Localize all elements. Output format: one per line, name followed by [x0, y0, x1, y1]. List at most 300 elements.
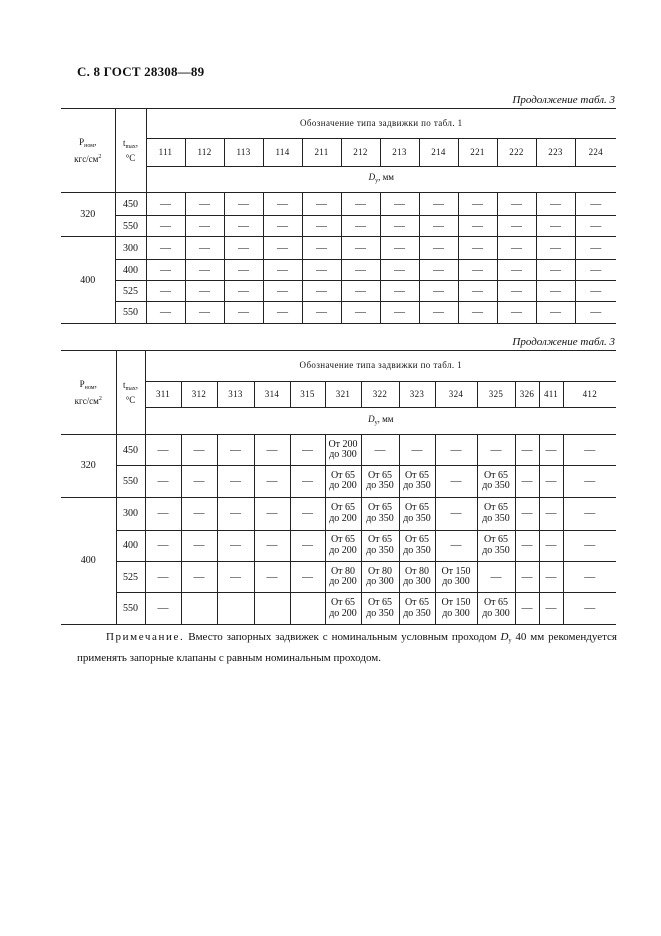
- table-cell: —: [497, 216, 536, 237]
- dash-mark: —: [157, 443, 169, 456]
- temperature-value: 550: [115, 216, 146, 237]
- table-cell: —: [302, 237, 341, 260]
- dash-mark: —: [302, 507, 313, 520]
- table2: [61, 350, 616, 625]
- table-cell: [563, 465, 616, 497]
- table2-temperature-header: $t_{max}$, °С: [116, 351, 145, 435]
- dash-mark: —: [545, 602, 557, 615]
- table-cell: —: [185, 281, 224, 302]
- table-cell: —: [185, 260, 224, 281]
- dn-range-line: до 300: [329, 449, 357, 461]
- dn-range-line: до 350: [366, 480, 394, 492]
- table-cell: —: [302, 216, 341, 237]
- dash-mark: —: [545, 507, 557, 520]
- table-row: [61, 497, 616, 530]
- table-cell: —: [146, 302, 185, 324]
- table-cell: —: [224, 193, 263, 216]
- note-paragraph: Примечание. Вместо запорных задвижек с номинальным условным проходом $D_у$ 40 мм рекомендуется применять запорные клапаны с равным номинальным проходом.: [77, 631, 617, 664]
- table-row: [61, 530, 616, 562]
- table-cell: —: [263, 302, 302, 324]
- dash-mark: —: [584, 507, 596, 520]
- table1-type-code-221: 221: [458, 139, 497, 167]
- table2-type-code-311: 311: [145, 381, 181, 408]
- table-cell: —: [419, 260, 458, 281]
- dn-range-line: От 200: [328, 438, 358, 450]
- table1-caption: Обозначение типа задвижки по табл. 1: [146, 109, 616, 139]
- dn-range-line: до 350: [366, 607, 394, 619]
- table-cell: —: [575, 260, 616, 281]
- table-row: [61, 216, 616, 237]
- dash-mark: —: [584, 539, 596, 552]
- table-cell: [181, 435, 217, 466]
- dash-mark: —: [545, 570, 557, 583]
- table-cell: [477, 497, 515, 530]
- table-cell: [539, 530, 563, 562]
- table-cell: —: [224, 216, 263, 237]
- table-cell: [254, 497, 290, 530]
- temperature-value: 550: [116, 465, 145, 497]
- table-cell: —: [419, 302, 458, 324]
- table-cell: [325, 435, 361, 466]
- table-cell: [539, 435, 563, 466]
- table-cell: [515, 465, 539, 497]
- dash-mark: —: [302, 443, 313, 456]
- table-cell: [477, 465, 515, 497]
- table2-caption: Обозначение типа задвижки по табл. 1: [145, 351, 616, 382]
- table-row: [61, 562, 616, 593]
- table-cell: —: [536, 237, 575, 260]
- table-cell: —: [224, 281, 263, 302]
- table-cell: —: [380, 302, 419, 324]
- table-cell: —: [497, 302, 536, 324]
- dn-range-line: до 350: [403, 544, 431, 556]
- table2-type-code-314: 314: [254, 381, 290, 408]
- table-cell: [539, 497, 563, 530]
- table-cell: —: [224, 237, 263, 260]
- dn-range-line: до 350: [482, 544, 510, 556]
- table-cell: —: [497, 260, 536, 281]
- table-cell: [399, 593, 435, 625]
- table-cell: [181, 530, 217, 562]
- temperature-value: 300: [116, 497, 145, 530]
- temperature-value: 525: [116, 562, 145, 593]
- table-cell: [477, 435, 515, 466]
- table-cell: [254, 593, 290, 625]
- dash-mark: —: [411, 443, 423, 456]
- table-cell: [515, 497, 539, 530]
- pressure-value: 320: [61, 193, 115, 237]
- table-cell: [563, 593, 616, 625]
- temperature-value: 450: [115, 193, 146, 216]
- dash-mark: —: [374, 443, 386, 456]
- table-cell: —: [458, 302, 497, 324]
- table-cell: —: [224, 302, 263, 324]
- table-row: [61, 281, 616, 302]
- dn-range-line: до 350: [482, 480, 510, 492]
- table-cell: —: [146, 216, 185, 237]
- table-row: [61, 260, 616, 281]
- table-cell: —: [185, 216, 224, 237]
- table-cell: —: [536, 216, 575, 237]
- table-cell: —: [263, 281, 302, 302]
- table-row: [61, 593, 616, 625]
- dn-range-line: От 80: [367, 565, 393, 577]
- table1-pressure-header: $P_{ном}$, кгс/$см^2$: [61, 109, 115, 193]
- dn-range-line: до 300: [366, 576, 394, 588]
- table-cell: —: [419, 281, 458, 302]
- dn-range-line: до 300: [442, 576, 470, 588]
- table-cell: [325, 465, 361, 497]
- dash-mark: —: [230, 539, 241, 552]
- table-cell: —: [575, 237, 616, 260]
- table-cell: —: [575, 281, 616, 302]
- table-cell: [145, 465, 181, 497]
- dn-range-line: От 80: [404, 565, 430, 577]
- table2-type-code-411: 411: [539, 381, 563, 408]
- table-cell: [325, 497, 361, 530]
- table2-type-code-313: 313: [217, 381, 254, 408]
- table-cell: —: [380, 216, 419, 237]
- table-cell: [563, 435, 616, 466]
- pressure-value: 400: [61, 497, 116, 624]
- table-cell: [361, 465, 399, 497]
- table-cell: [145, 562, 181, 593]
- table-cell: —: [185, 193, 224, 216]
- dash-mark: —: [302, 474, 313, 487]
- dash-mark: —: [230, 443, 241, 456]
- table-cell: —: [263, 260, 302, 281]
- temperature-value: 300: [115, 237, 146, 260]
- table-cell: [435, 562, 477, 593]
- table-cell: [145, 435, 181, 466]
- table-cell: [477, 593, 515, 625]
- table-cell: —: [497, 281, 536, 302]
- table-cell: —: [458, 216, 497, 237]
- table-cell: [181, 465, 217, 497]
- dash-mark: —: [157, 474, 169, 487]
- dash-mark: —: [521, 507, 533, 520]
- dn-range-line: до 200: [329, 544, 357, 556]
- table1-type-code-214: 214: [419, 139, 458, 167]
- table-cell: —: [575, 302, 616, 324]
- table-cell: [399, 497, 435, 530]
- dn-range-line: до 300: [482, 607, 510, 619]
- dash-mark: —: [193, 443, 205, 456]
- dn-range-line: до 350: [366, 512, 394, 524]
- dash-mark: —: [193, 507, 205, 520]
- table2-pressure-header: $P_{ном}$, кгс/$см^2$: [61, 351, 116, 435]
- table1-type-code-222: 222: [497, 139, 536, 167]
- table-cell: [181, 497, 217, 530]
- table-cell: —: [263, 193, 302, 216]
- table-cell: —: [497, 237, 536, 260]
- table1-type-code-112: 112: [185, 139, 224, 167]
- table-cell: —: [419, 237, 458, 260]
- dash-mark: —: [266, 570, 278, 583]
- dn-range-line: От 65: [367, 502, 393, 514]
- table-cell: —: [380, 237, 419, 260]
- table-cell: —: [146, 193, 185, 216]
- dn-range-line: до 350: [403, 607, 431, 619]
- dash-mark: —: [545, 474, 557, 487]
- table-cell: [217, 435, 254, 466]
- table-cell: [435, 593, 477, 625]
- table-cell: [254, 465, 290, 497]
- dash-mark: —: [157, 602, 169, 615]
- table-cell: [290, 562, 325, 593]
- table-cell: —: [146, 281, 185, 302]
- dash-mark: —: [193, 474, 205, 487]
- table-cell: [145, 593, 181, 625]
- table-cell: —: [185, 302, 224, 324]
- dash-mark: —: [450, 507, 462, 520]
- table2-type-code-321: 321: [325, 381, 361, 408]
- dash-mark: —: [450, 539, 462, 552]
- table1: [61, 108, 616, 324]
- temperature-value: 450: [116, 435, 145, 466]
- table-cell: —: [302, 281, 341, 302]
- table-cell: [515, 593, 539, 625]
- table-cell: —: [458, 237, 497, 260]
- temperature-value: 525: [115, 281, 146, 302]
- table-cell: [361, 435, 399, 466]
- dash-mark: —: [521, 570, 533, 583]
- table-cell: [515, 530, 539, 562]
- dash-mark: —: [157, 539, 169, 552]
- table-cell: —: [302, 260, 341, 281]
- table-cell: [515, 562, 539, 593]
- table-cell: [539, 562, 563, 593]
- table-cell: —: [419, 193, 458, 216]
- dn-range-line: От 65: [330, 597, 356, 609]
- dash-mark: —: [521, 602, 533, 615]
- table-cell: [435, 435, 477, 466]
- dash-mark: —: [545, 443, 557, 456]
- table-cell: [145, 530, 181, 562]
- table-cell: —: [380, 193, 419, 216]
- temperature-value: 550: [115, 302, 146, 324]
- dash-mark: —: [230, 570, 241, 583]
- dn-range-line: От 65: [404, 502, 430, 514]
- table2-type-code-326: 326: [515, 381, 539, 408]
- table-cell: —: [575, 193, 616, 216]
- table-row: [61, 435, 616, 466]
- dash-mark: —: [584, 602, 596, 615]
- table-cell: [399, 530, 435, 562]
- table2-type-code-323: 323: [399, 381, 435, 408]
- dn-range-line: до 200: [329, 576, 357, 588]
- table-cell: [399, 435, 435, 466]
- temperature-value: 400: [115, 260, 146, 281]
- dn-range-line: до 300: [403, 576, 431, 588]
- table-cell: [399, 562, 435, 593]
- table-cell: —: [419, 216, 458, 237]
- table-cell: —: [380, 260, 419, 281]
- table-cell: [361, 593, 399, 625]
- dash-mark: —: [266, 539, 278, 552]
- dash-mark: —: [584, 570, 596, 583]
- dash-mark: —: [450, 443, 462, 456]
- table1-type-code-111: 111: [146, 139, 185, 167]
- table1-type-code-212: 212: [341, 139, 380, 167]
- table2-type-code-312: 312: [181, 381, 217, 408]
- table-cell: [361, 497, 399, 530]
- table-cell: [563, 530, 616, 562]
- dash-mark: —: [193, 539, 205, 552]
- table-cell: —: [458, 193, 497, 216]
- table-cell: —: [536, 302, 575, 324]
- note-label: Примечание.: [106, 631, 185, 643]
- dash-mark: —: [157, 570, 169, 583]
- dn-range-line: От 65: [404, 597, 430, 609]
- table-cell: [325, 530, 361, 562]
- dash-mark: —: [545, 539, 557, 552]
- table-cell: —: [341, 281, 380, 302]
- table-row: [61, 465, 616, 497]
- table-cell: [217, 530, 254, 562]
- dn-range-line: до 350: [482, 512, 510, 524]
- dash-mark: —: [193, 570, 205, 583]
- dash-mark: —: [521, 539, 533, 552]
- table-cell: [254, 530, 290, 562]
- dn-range-line: От 65: [367, 597, 393, 609]
- pressure-value: 320: [61, 435, 116, 498]
- dn-range-line: От 65: [483, 597, 509, 609]
- table1-type-code-113: 113: [224, 139, 263, 167]
- dn-range-line: От 65: [404, 534, 430, 546]
- table-cell: —: [458, 260, 497, 281]
- dash-mark: —: [230, 507, 241, 520]
- table1-continuation-label: Продолжение табл. 3: [512, 94, 615, 106]
- pressure-value: 400: [61, 237, 115, 324]
- table-cell: [435, 465, 477, 497]
- table-cell: —: [536, 193, 575, 216]
- dn-range-line: От 65: [404, 469, 430, 481]
- dash-mark: —: [157, 507, 169, 520]
- table-cell: [515, 435, 539, 466]
- table-cell: —: [146, 237, 185, 260]
- table-cell: [563, 497, 616, 530]
- table-cell: [217, 593, 254, 625]
- dash-mark: —: [490, 570, 502, 583]
- table1-type-code-213: 213: [380, 139, 419, 167]
- table-cell: —: [146, 260, 185, 281]
- table-cell: [477, 562, 515, 593]
- dn-range-line: От 65: [330, 469, 356, 481]
- dash-mark: —: [266, 443, 278, 456]
- temperature-value: 550: [116, 593, 145, 625]
- table-cell: —: [341, 260, 380, 281]
- table-cell: [477, 530, 515, 562]
- table2-type-code-324: 324: [435, 381, 477, 408]
- table-cell: —: [380, 281, 419, 302]
- table1-type-code-224: 224: [575, 139, 616, 167]
- dn-range-line: до 350: [366, 544, 394, 556]
- dash-mark: —: [521, 474, 533, 487]
- table-cell: [435, 497, 477, 530]
- dn-range-line: до 200: [329, 512, 357, 524]
- table1-type-code-211: 211: [302, 139, 341, 167]
- dn-range-line: От 150: [441, 565, 471, 577]
- dash-mark: —: [521, 443, 533, 456]
- table-cell: [181, 593, 217, 625]
- dn-range-line: до 200: [329, 607, 357, 619]
- dash-mark: —: [584, 443, 596, 456]
- dn-range-line: От 150: [441, 597, 471, 609]
- dash-mark: —: [490, 443, 502, 456]
- table-cell: —: [263, 237, 302, 260]
- dn-range-line: до 200: [329, 480, 357, 492]
- table2-dy-header: $D_у$, мм: [145, 408, 616, 435]
- table-cell: —: [536, 260, 575, 281]
- table2-type-code-325: 325: [477, 381, 515, 408]
- dash-mark: —: [266, 507, 278, 520]
- table-cell: [254, 435, 290, 466]
- table-cell: [435, 530, 477, 562]
- dash-mark: —: [302, 539, 313, 552]
- table-cell: [325, 562, 361, 593]
- table-cell: [217, 497, 254, 530]
- table-cell: [217, 562, 254, 593]
- dn-range-line: От 65: [483, 534, 509, 546]
- table1-type-code-223: 223: [536, 139, 575, 167]
- dn-range-line: От 65: [483, 469, 509, 481]
- dn-range-line: От 65: [330, 502, 356, 514]
- table-cell: [290, 465, 325, 497]
- table2-type-code-315: 315: [290, 381, 325, 408]
- table-cell: [217, 465, 254, 497]
- dash-mark: —: [450, 474, 462, 487]
- dash-mark: —: [302, 570, 313, 583]
- table-cell: —: [497, 193, 536, 216]
- table-cell: [539, 593, 563, 625]
- table-cell: [290, 593, 325, 625]
- table-cell: [290, 435, 325, 466]
- table-cell: [399, 465, 435, 497]
- table-cell: [181, 562, 217, 593]
- page-header: С. 8 ГОСТ 28308—89: [77, 64, 205, 79]
- table-cell: —: [341, 193, 380, 216]
- dash-mark: —: [584, 474, 596, 487]
- table-cell: —: [341, 237, 380, 260]
- table-cell: —: [341, 302, 380, 324]
- dn-range-line: до 350: [403, 512, 431, 524]
- table-cell: [254, 562, 290, 593]
- table-cell: [563, 562, 616, 593]
- dn-range-line: От 80: [330, 565, 356, 577]
- table-cell: [290, 530, 325, 562]
- table-cell: —: [185, 237, 224, 260]
- table-cell: [361, 530, 399, 562]
- dn-range-line: От 65: [330, 534, 356, 546]
- table-cell: —: [302, 302, 341, 324]
- dn-range-line: От 65: [483, 502, 509, 514]
- dn-range-line: до 300: [442, 607, 470, 619]
- dn-range-line: до 350: [403, 480, 431, 492]
- table-cell: [290, 497, 325, 530]
- dash-mark: —: [266, 474, 278, 487]
- dn-range-line: От 65: [367, 469, 393, 481]
- table-cell: —: [536, 281, 575, 302]
- table-cell: [539, 465, 563, 497]
- table-row: [61, 193, 616, 216]
- table2-type-code-322: 322: [361, 381, 399, 408]
- table1-temperature-header: $t_{max}$, °С: [115, 109, 146, 193]
- table-cell: [145, 497, 181, 530]
- table-cell: —: [575, 216, 616, 237]
- table2-continuation-label: Продолжение табл. 3: [512, 336, 615, 348]
- table-cell: —: [263, 216, 302, 237]
